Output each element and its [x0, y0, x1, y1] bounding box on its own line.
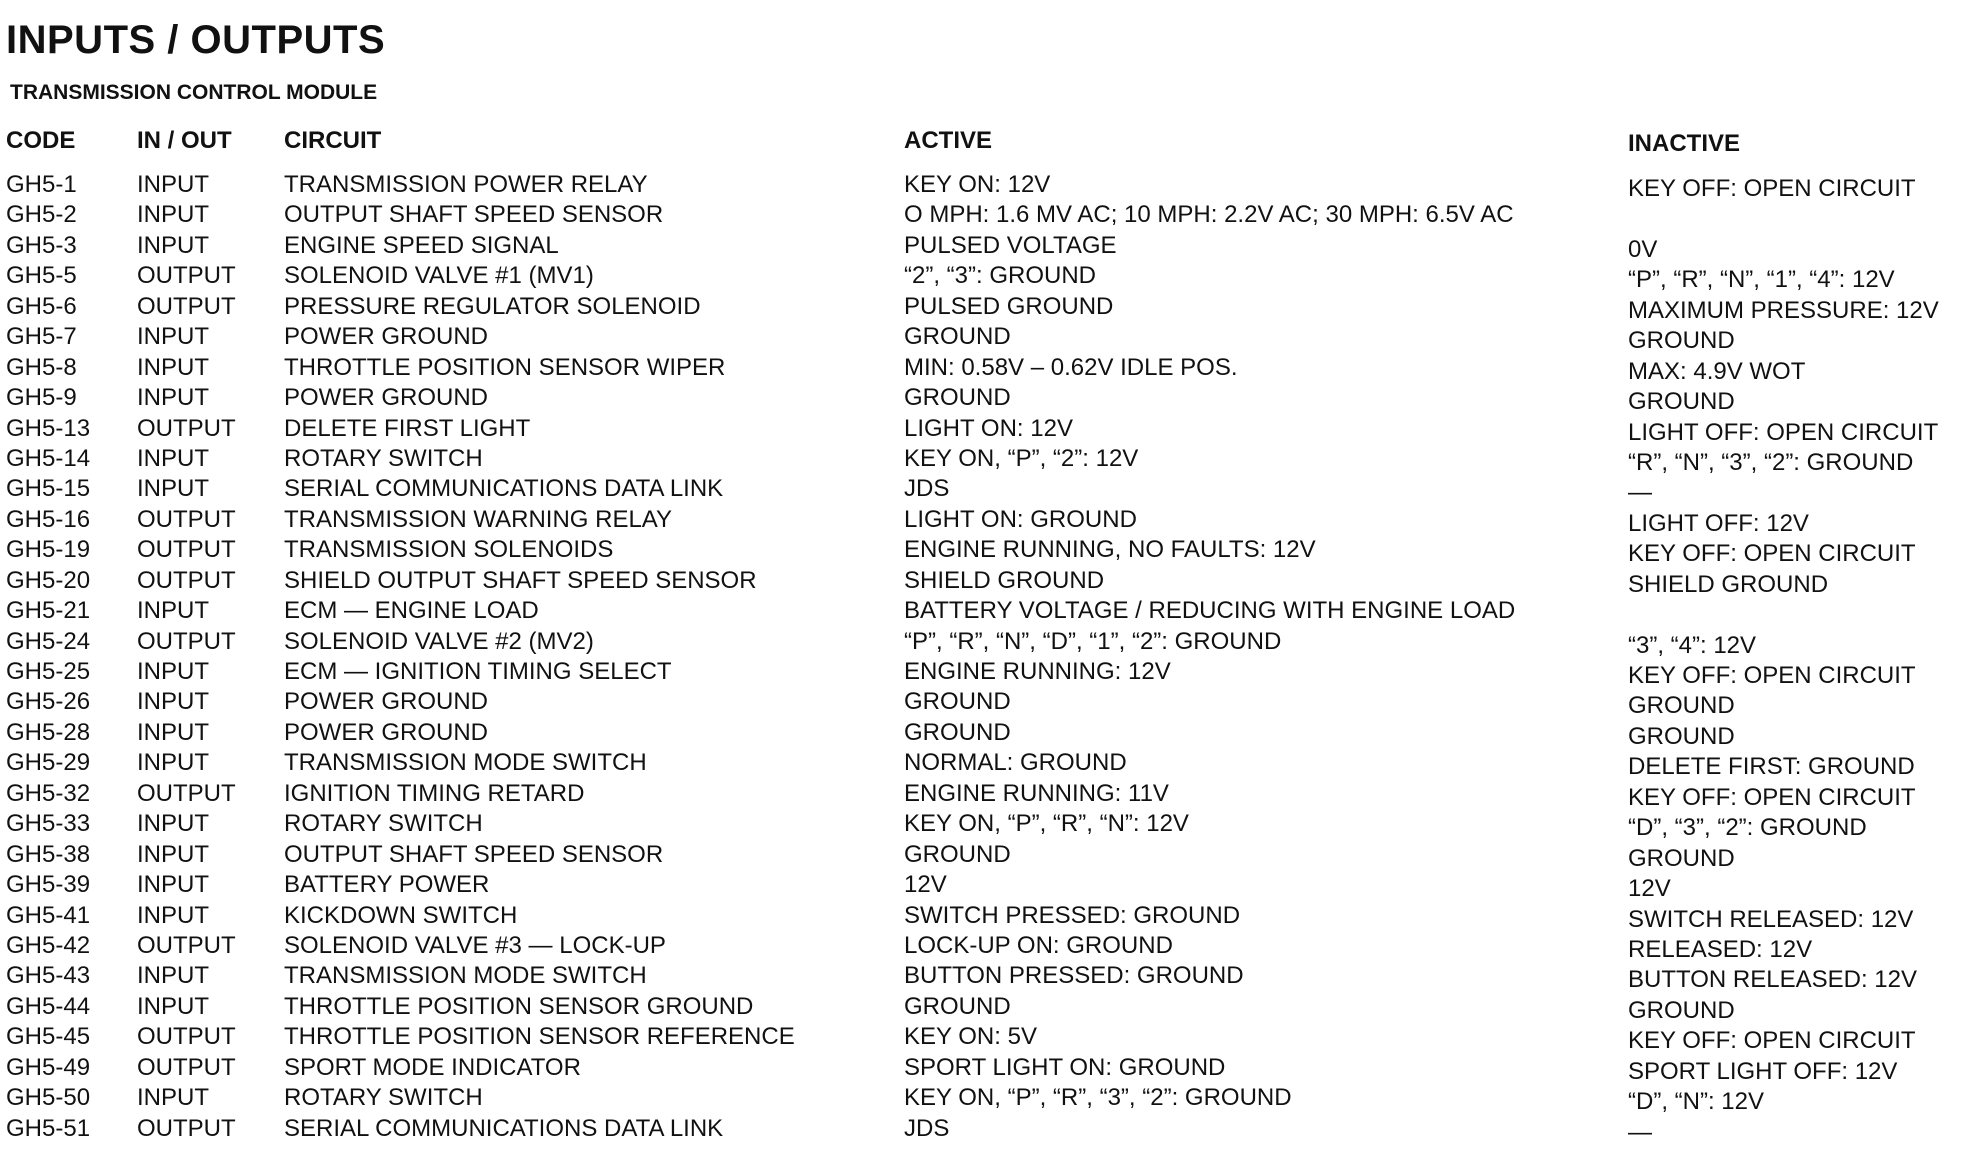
cell-active: KEY ON: 12V: [904, 171, 1051, 198]
cell-in-out: OUTPUT: [137, 1114, 236, 1142]
cell-code: GH5-5: [6, 262, 77, 290]
cell-in-out: INPUT: [137, 201, 209, 229]
cell-in-out: INPUT: [137, 231, 209, 259]
table-row: [0, 200, 1970, 230]
cell-active: ENGINE RUNNING: 12V: [904, 658, 1171, 685]
cell-circuit: ROTARY SWITCH: [284, 444, 483, 472]
table-row: [0, 505, 1970, 535]
table-row: [0, 261, 1970, 294]
cell-code: GH5-25: [6, 658, 91, 685]
table-row: [0, 931, 1970, 961]
column-header-active: ACTIVE: [904, 127, 993, 154]
table-row: [0, 353, 1970, 383]
cell-circuit: TRANSMISSION MODE SWITCH: [284, 962, 647, 990]
cell-in-out: INPUT: [137, 658, 209, 685]
cell-in-out: INPUT: [137, 810, 209, 838]
cell-active: GROUND: [904, 718, 1011, 746]
cell-code: GH5-38: [6, 840, 91, 868]
table-row: [0, 444, 1970, 474]
cell-circuit: ROTARY SWITCH: [284, 810, 483, 838]
cell-inactive: “P”, “R”, “N”, “1”, “4”: 12V: [1628, 266, 1895, 294]
cell-active: BATTERY VOLTAGE / REDUCING WITH ENGINE LOAD: [904, 597, 1516, 625]
table-row: [0, 596, 1970, 626]
cell-active: GROUND: [904, 384, 1011, 412]
cell-code: GH5-49: [6, 1053, 91, 1081]
cell-code: GH5-16: [6, 505, 91, 533]
cell-in-out: OUTPUT: [137, 262, 236, 290]
cell-inactive: GROUND: [1628, 844, 1735, 872]
cell-code: GH5-33: [6, 810, 91, 838]
cell-in-out: INPUT: [137, 992, 209, 1020]
table-row: [0, 961, 1970, 994]
cell-in-out: INPUT: [137, 353, 209, 381]
cell-in-out: INPUT: [137, 1084, 209, 1112]
cell-active: SHIELD GROUND: [904, 566, 1105, 594]
cell-inactive: KEY OFF: OPEN CIRCUIT: [1628, 540, 1916, 568]
cell-code: GH5-41: [6, 901, 91, 929]
cell-code: GH5-42: [6, 931, 91, 959]
table-row: [0, 657, 1970, 687]
cell-circuit: THROTTLE POSITION SENSOR WIPER: [284, 353, 726, 381]
cell-in-out: OUTPUT: [137, 1053, 236, 1081]
cell-code: GH5-44: [6, 992, 91, 1020]
cell-in-out: INPUT: [137, 384, 209, 412]
cell-in-out: INPUT: [137, 323, 209, 351]
cell-code: GH5-9: [6, 384, 77, 412]
cell-code: GH5-2: [6, 201, 77, 229]
cell-in-out: OUTPUT: [137, 292, 236, 320]
cell-code: GH5-1: [6, 171, 77, 198]
cell-in-out: OUTPUT: [137, 414, 236, 442]
table-row: [0, 170, 1970, 200]
table-row: [0, 1053, 1970, 1083]
cell-circuit: POWER GROUND: [284, 384, 488, 412]
table-row: [0, 687, 1970, 720]
cell-code: GH5-8: [6, 353, 77, 381]
cell-code: GH5-19: [6, 536, 91, 564]
cell-in-out: INPUT: [137, 718, 209, 746]
cell-inactive: 0V: [1628, 235, 1658, 263]
column-header-code: CODE: [6, 127, 76, 154]
cell-active: SWITCH PRESSED: GROUND: [904, 901, 1241, 929]
cell-circuit: TRANSMISSION SOLENOIDS: [284, 536, 614, 564]
cell-inactive: “3”, “4”: 12V: [1628, 631, 1757, 659]
cell-circuit: THROTTLE POSITION SENSOR GROUND: [284, 992, 754, 1020]
cell-inactive: GROUND: [1628, 327, 1735, 355]
cell-active: ENGINE RUNNING: 11V: [904, 779, 1169, 807]
table-row: [0, 748, 1970, 781]
cell-circuit: POWER GROUND: [284, 718, 488, 746]
table-body: [0, 170, 1970, 1144]
cell-circuit: SHIELD OUTPUT SHAFT SPEED SENSOR: [284, 566, 757, 594]
cell-inactive: LIGHT OFF: OPEN CIRCUIT: [1628, 418, 1939, 446]
cell-active: GROUND: [904, 688, 1011, 716]
cell-code: GH5-3: [6, 231, 77, 259]
cell-code: GH5-45: [6, 1023, 91, 1051]
cell-circuit: OUTPUT SHAFT SPEED SENSOR: [284, 201, 664, 229]
cell-circuit: SERIAL COMMUNICATIONS DATA LINK: [284, 475, 724, 503]
cell-active: GROUND: [904, 992, 1011, 1020]
cell-code: GH5-28: [6, 718, 91, 746]
cell-circuit: SOLENOID VALVE #1 (MV1): [284, 262, 594, 290]
table-row: [0, 992, 1970, 1022]
cell-circuit: SERIAL COMMUNICATIONS DATA LINK: [284, 1114, 724, 1142]
cell-inactive: SWITCH RELEASED: 12V: [1628, 905, 1914, 933]
cell-active: SPORT LIGHT ON: GROUND: [904, 1053, 1226, 1081]
cell-circuit: TRANSMISSION MODE SWITCH: [284, 749, 647, 777]
cell-circuit: THROTTLE POSITION SENSOR REFERENCE: [284, 1023, 795, 1051]
cell-active: PULSED VOLTAGE: [904, 231, 1117, 259]
cell-in-out: INPUT: [137, 444, 209, 472]
cell-circuit: PRESSURE REGULATOR SOLENOID: [284, 292, 701, 320]
cell-in-out: INPUT: [137, 597, 209, 625]
cell-code: GH5-39: [6, 871, 91, 899]
cell-inactive: MAXIMUM PRESSURE: 12V: [1628, 296, 1939, 324]
table-row: [0, 718, 1970, 748]
cell-in-out: INPUT: [137, 171, 209, 198]
table-row: [0, 414, 1970, 444]
cell-active: LIGHT ON: 12V: [904, 414, 1073, 442]
cell-code: GH5-29: [6, 749, 91, 777]
cell-in-out: OUTPUT: [137, 536, 236, 564]
table-row: [0, 1114, 1970, 1144]
cell-active: ENGINE RUNNING, NO FAULTS: 12V: [904, 536, 1316, 564]
cell-code: GH5-15: [6, 475, 91, 503]
cell-inactive: —: [1628, 1118, 1652, 1146]
cell-inactive: KEY OFF: OPEN CIRCUIT: [1628, 662, 1916, 689]
cell-circuit: ENGINE SPEED SIGNAL: [284, 231, 559, 259]
cell-in-out: OUTPUT: [137, 779, 236, 807]
cell-in-out: INPUT: [137, 688, 209, 716]
cell-inactive: SHIELD GROUND: [1628, 570, 1829, 598]
cell-in-out: INPUT: [137, 475, 209, 503]
table-row: [0, 779, 1970, 809]
cell-inactive: 12V: [1628, 875, 1671, 903]
cell-active: LOCK-UP ON: GROUND: [904, 931, 1173, 959]
cell-inactive: KEY OFF: OPEN CIRCUIT: [1628, 1027, 1916, 1055]
page-title: INPUTS / OUTPUTS: [6, 18, 386, 62]
cell-circuit: SOLENOID VALVE #3 — LOCK-UP: [284, 931, 666, 959]
cell-circuit: ECM — ENGINE LOAD: [284, 597, 539, 625]
cell-active: KEY ON, “P”, “R”, “N”: 12V: [904, 810, 1189, 838]
cell-in-out: OUTPUT: [137, 505, 236, 533]
cell-circuit: OUTPUT SHAFT SPEED SENSOR: [284, 840, 664, 868]
cell-active: O MPH: 1.6 MV AC; 10 MPH: 2.2V AC; 30 MPH: 6.5V AC: [904, 201, 1514, 229]
cell-circuit: IGNITION TIMING RETARD: [284, 779, 585, 807]
cell-inactive: “D”, “3”, “2”: GROUND: [1628, 814, 1867, 842]
table-row: [0, 870, 1970, 903]
page-subtitle: TRANSMISSION CONTROL MODULE: [10, 81, 378, 104]
cell-inactive: SPORT LIGHT OFF: 12V: [1628, 1057, 1898, 1085]
cell-circuit: KICKDOWN SWITCH: [284, 901, 518, 929]
table-row: [0, 474, 1970, 507]
table-row: [0, 1022, 1970, 1055]
cell-circuit: SOLENOID VALVE #2 (MV2): [284, 627, 594, 655]
cell-in-out: INPUT: [137, 871, 209, 899]
cell-active: GROUND: [904, 840, 1011, 868]
cell-code: GH5-20: [6, 566, 91, 594]
cell-inactive: GROUND: [1628, 722, 1735, 750]
cell-code: GH5-50: [6, 1084, 91, 1112]
cell-active: KEY ON: 5V: [904, 1023, 1037, 1051]
cell-active: KEY ON, “P”, “R”, “3”, “2”: GROUND: [904, 1084, 1292, 1112]
cell-circuit: TRANSMISSION POWER RELAY: [284, 171, 648, 198]
cell-inactive: “D”, “N”: 12V: [1628, 1088, 1765, 1116]
cell-code: GH5-6: [6, 292, 77, 320]
table-row: [0, 1083, 1970, 1116]
cell-inactive: —: [1628, 479, 1652, 507]
cell-active: “2”, “3”: GROUND: [904, 262, 1096, 290]
cell-inactive: RELEASED: 12V: [1628, 935, 1813, 963]
cell-code: GH5-43: [6, 962, 91, 990]
table-row: [0, 292, 1970, 322]
cell-code: GH5-26: [6, 688, 91, 716]
cell-in-out: OUTPUT: [137, 1023, 236, 1051]
column-header-in-out: IN / OUT: [137, 127, 232, 154]
table-row: [0, 566, 1970, 596]
cell-active: 12V: [904, 871, 947, 899]
cell-in-out: INPUT: [137, 749, 209, 777]
table-row: [0, 809, 1970, 842]
cell-active: JDS: [904, 475, 950, 503]
table-row: [0, 901, 1970, 931]
cell-code: GH5-21: [6, 597, 91, 625]
cell-inactive: DELETE FIRST: GROUND: [1628, 753, 1915, 781]
cell-circuit: SPORT MODE INDICATOR: [284, 1053, 581, 1081]
cell-circuit: POWER GROUND: [284, 688, 488, 716]
cell-circuit: ECM — IGNITION TIMING SELECT: [284, 658, 672, 685]
table-row: [0, 627, 1970, 657]
cell-circuit: DELETE FIRST LIGHT: [284, 414, 531, 442]
cell-in-out: INPUT: [137, 901, 209, 929]
cell-code: GH5-51: [6, 1114, 91, 1142]
cell-in-out: OUTPUT: [137, 566, 236, 594]
cell-active: MIN: 0.58V – 0.62V IDLE POS.: [904, 353, 1238, 381]
cell-inactive: MAX: 4.9V WOT: [1628, 357, 1806, 385]
cell-in-out: OUTPUT: [137, 627, 236, 655]
cell-in-out: INPUT: [137, 840, 209, 868]
cell-circuit: BATTERY POWER: [284, 871, 490, 899]
cell-active: PULSED GROUND: [904, 292, 1114, 320]
cell-code: GH5-24: [6, 627, 91, 655]
cell-code: GH5-7: [6, 323, 77, 351]
cell-active: BUTTON PRESSED: GROUND: [904, 962, 1244, 990]
cell-inactive: GROUND: [1628, 388, 1735, 416]
cell-active: GROUND: [904, 323, 1011, 351]
cell-inactive: GROUND: [1628, 996, 1735, 1024]
table-row: [0, 383, 1970, 416]
cell-inactive: LIGHT OFF: 12V: [1628, 509, 1809, 537]
cell-code: GH5-14: [6, 444, 91, 472]
cell-inactive: KEY OFF: OPEN CIRCUIT: [1628, 783, 1916, 811]
cell-in-out: INPUT: [137, 962, 209, 990]
table-row: [0, 231, 1970, 261]
cell-inactive: GROUND: [1628, 692, 1735, 720]
cell-inactive: “R”, “N”, “3”, “2”: GROUND: [1628, 448, 1914, 476]
table-row: [0, 840, 1970, 870]
cell-active: LIGHT ON: GROUND: [904, 505, 1137, 533]
column-header-circuit: CIRCUIT: [284, 127, 382, 154]
cell-circuit: POWER GROUND: [284, 323, 488, 351]
table-row: [0, 322, 1970, 355]
cell-in-out: OUTPUT: [137, 931, 236, 959]
cell-circuit: TRANSMISSION WARNING RELAY: [284, 505, 673, 533]
cell-circuit: ROTARY SWITCH: [284, 1084, 483, 1112]
cell-active: “P”, “R”, “N”, “D”, “1”, “2”: GROUND: [904, 627, 1282, 655]
cell-active: KEY ON, “P”, “2”: 12V: [904, 444, 1139, 472]
cell-active: NORMAL: GROUND: [904, 749, 1127, 777]
table-row: [0, 535, 1970, 568]
cell-active: JDS: [904, 1114, 950, 1142]
cell-inactive: BUTTON RELEASED: 12V: [1628, 966, 1917, 994]
cell-code: GH5-13: [6, 414, 91, 442]
column-header-inactive: INACTIVE: [1628, 130, 1741, 157]
cell-inactive: KEY OFF: OPEN CIRCUIT: [1628, 175, 1916, 202]
cell-code: GH5-32: [6, 779, 91, 807]
